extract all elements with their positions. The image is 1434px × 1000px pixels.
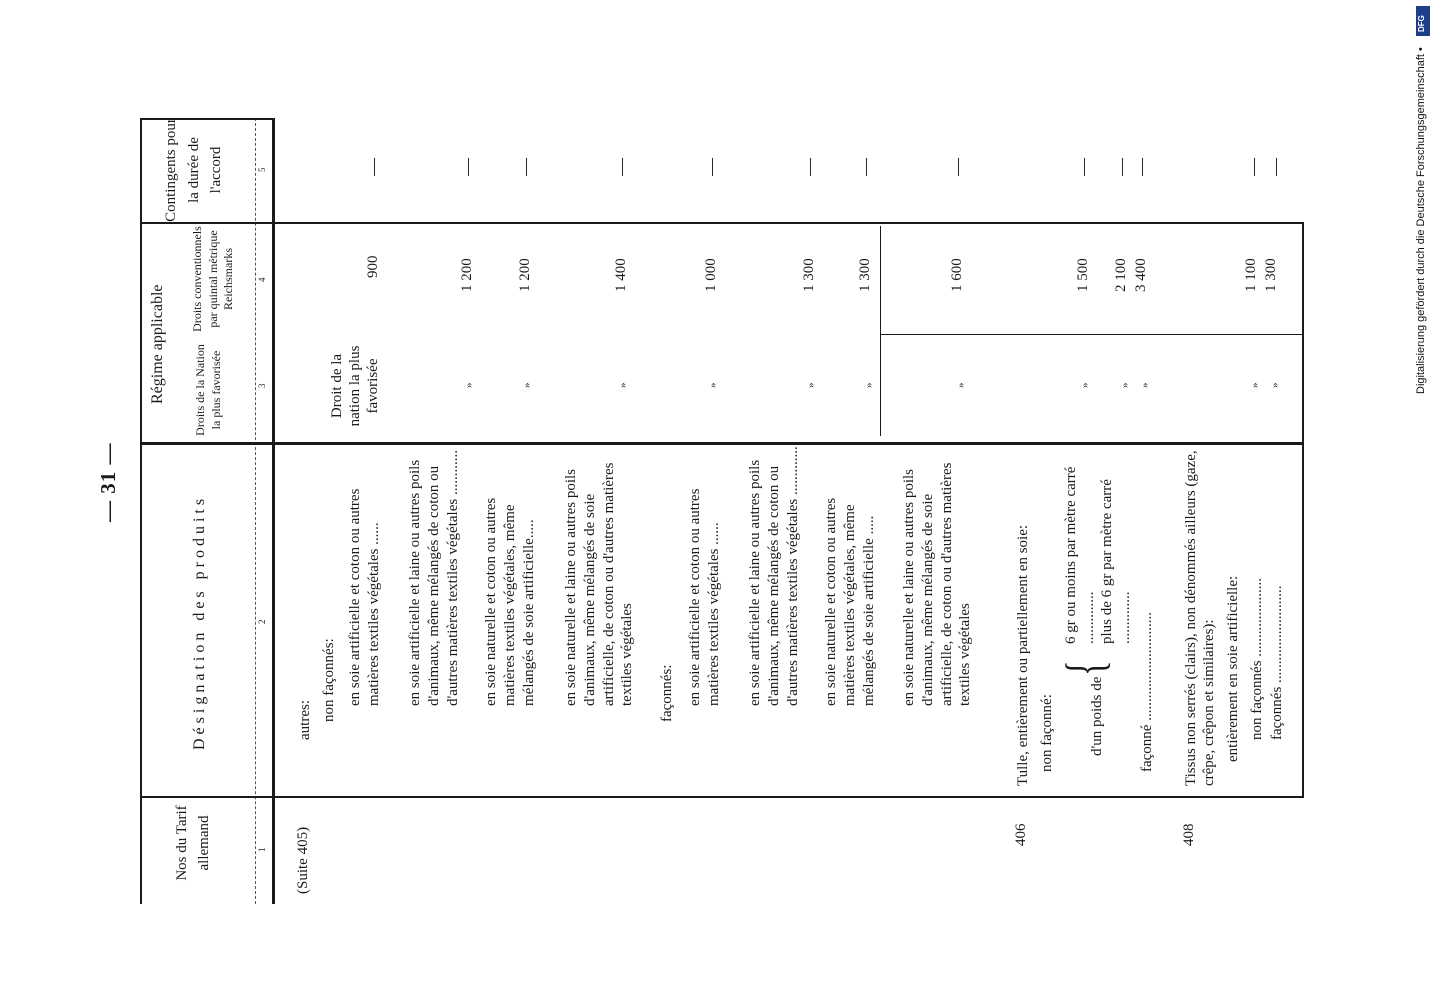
tariff-number: 408 xyxy=(1181,823,1197,846)
table-header-bottom-rule xyxy=(272,118,275,904)
ditto-mark: » xyxy=(955,382,967,388)
ditto-mark: » xyxy=(1139,382,1151,388)
quota-dash xyxy=(526,158,527,176)
ditto-mark: » xyxy=(521,382,533,388)
header-col3: Droits de la Nation la plus favorisée xyxy=(193,344,224,436)
duty-value: 1 100 xyxy=(1243,258,1259,292)
designation-item: en soie naturelle et coton ou autres matières textiles végétales, même mélangés de soie artificielle ..... xyxy=(823,497,877,706)
ditto-mark: » xyxy=(805,382,817,388)
designation-text: non façonnés ..................... xyxy=(1249,577,1265,740)
quota-dash xyxy=(468,158,469,176)
brace: { xyxy=(1055,660,1115,676)
designation-item: en soie artificielle et laine ou autres poils d'animaux, même mélangés de coton ou d'autres matières textiles végétales ............. xyxy=(747,446,801,706)
duty-value: 1 600 xyxy=(949,258,965,292)
quota-dash xyxy=(866,158,867,176)
ditto-mark: » xyxy=(1269,382,1281,388)
duty-value: 1 400 xyxy=(613,258,629,292)
ditto-mark: » xyxy=(1249,382,1261,388)
col-number-3: 3 xyxy=(257,383,267,388)
col-sep-1-2 xyxy=(140,796,1304,798)
duty-value: 900 xyxy=(365,255,381,278)
duty-value: 1 200 xyxy=(459,258,475,292)
designation-text: autres: xyxy=(297,700,313,740)
designation-item: en soie naturelle et laine ou autres poils d'animaux, même mélangés de soie artificielle, de coton ou d'autres matières textiles végétales xyxy=(563,462,636,706)
designation-item: en soie artificielle et laine ou autres poils d'animaux, même mélangés de coton ou d'autres matières textiles végétales ............ xyxy=(407,450,461,706)
duty-value: 3 400 xyxy=(1133,258,1149,292)
designation-text: non façonnés: xyxy=(321,638,337,722)
dfg-credit-text: Digitalisierung gefördert durch die Deutsche Forschungsgemeinschaft • xyxy=(1415,47,1427,394)
regime-subheader-rule xyxy=(880,226,881,436)
duty-value: 1 300 xyxy=(801,258,817,292)
designation-text: façonnés: xyxy=(659,664,675,722)
quota-dash xyxy=(1122,158,1123,176)
tariff-number: 406 xyxy=(1013,823,1029,846)
table-outer-left-rule xyxy=(140,118,142,904)
duty-value: 1 200 xyxy=(517,258,533,292)
col-number-4: 4 xyxy=(257,277,267,282)
designation-text: façonnés .......................... xyxy=(1269,585,1285,740)
quota-dash xyxy=(712,158,713,176)
header-regime: Régime applicable xyxy=(149,284,166,404)
designation-text: façonné ............................. xyxy=(1139,612,1155,772)
col-sep-4-5 xyxy=(140,222,1304,224)
tariff-number: (Suite 405) xyxy=(295,826,311,894)
designation-item: plus de 6 gr par mètre carré .............. xyxy=(1099,479,1133,644)
col-number-row-rule xyxy=(255,118,256,904)
designation-item: en soie naturelle et coton ou autres matières textiles végétales, même mélangés de soie artificielle..... xyxy=(483,497,537,706)
table-bottom-rule xyxy=(1302,222,1304,798)
designation-text: non façonné: xyxy=(1039,694,1055,772)
designation-text: Tulle, entièrement ou partiellement en soie: xyxy=(1015,524,1031,786)
duty-value: 2 100 xyxy=(1113,258,1129,292)
quota-dash xyxy=(958,158,959,176)
designation-item: en soie artificielle et coton ou autres matières textiles végétales ...... xyxy=(347,488,382,706)
col-number-5: 5 xyxy=(257,167,267,172)
quota-dash xyxy=(1254,158,1255,176)
designation-item: en soie naturelle et laine ou autres poils d'animaux, même mélangés de soie artificielle, de coton ou d'autres matières textiles végétales xyxy=(901,462,974,706)
ditto-mark: » xyxy=(1119,382,1131,388)
ditto-mark: » xyxy=(1079,382,1091,388)
designation-item: en soie artificielle et coton ou autres matières textiles végétales ...... xyxy=(687,488,722,706)
col-number-2: 2 xyxy=(257,619,267,624)
col-number-1: 1 xyxy=(257,847,267,852)
quota-dash xyxy=(810,158,811,176)
duty-value: 1 300 xyxy=(1263,258,1279,292)
ditto-mark: » xyxy=(863,382,875,388)
ditto-mark: » xyxy=(463,382,475,388)
dfg-logo: DFG xyxy=(1416,6,1430,36)
duty-value: 1 300 xyxy=(857,258,873,292)
header-col4: Droits conventionnels par quintal métrique Reichsmarks xyxy=(190,226,236,332)
ditto-mark: » xyxy=(707,382,719,388)
quota-dash xyxy=(1084,158,1085,176)
designation-text: entièrement en soie artificielle: xyxy=(1225,575,1241,762)
quota-dash xyxy=(1276,158,1277,176)
header-col2: Désignation des produits xyxy=(191,494,208,750)
header-col1: Nos du Tarif allemand xyxy=(174,805,212,881)
droit-nation-text: Droit de la nation la plus favorisée xyxy=(329,345,381,427)
quota-dash xyxy=(1142,158,1143,176)
duty-value: 1 000 xyxy=(703,258,719,292)
dfg-credit xyxy=(1416,6,1432,396)
duty-value: 1 500 xyxy=(1075,258,1091,292)
designation-text: d'un poids de xyxy=(1089,676,1105,756)
header-col5: Contingents pour la durée de l'accord xyxy=(163,118,224,222)
designation-item: 6 gr ou moins par mètre carré .............. xyxy=(1063,466,1097,644)
col-sep-2-3 xyxy=(140,442,1304,445)
page-number: — 31 — xyxy=(96,442,120,522)
quota-dash xyxy=(374,158,375,176)
col-sep-3-4 xyxy=(880,334,1304,335)
designation-item: Tissus non serrés (clairs), non dénommés ailleurs (gaze, crêpe, crêpon et similaires): xyxy=(1183,450,1217,786)
quota-dash xyxy=(622,158,623,176)
ditto-mark: » xyxy=(617,382,629,388)
